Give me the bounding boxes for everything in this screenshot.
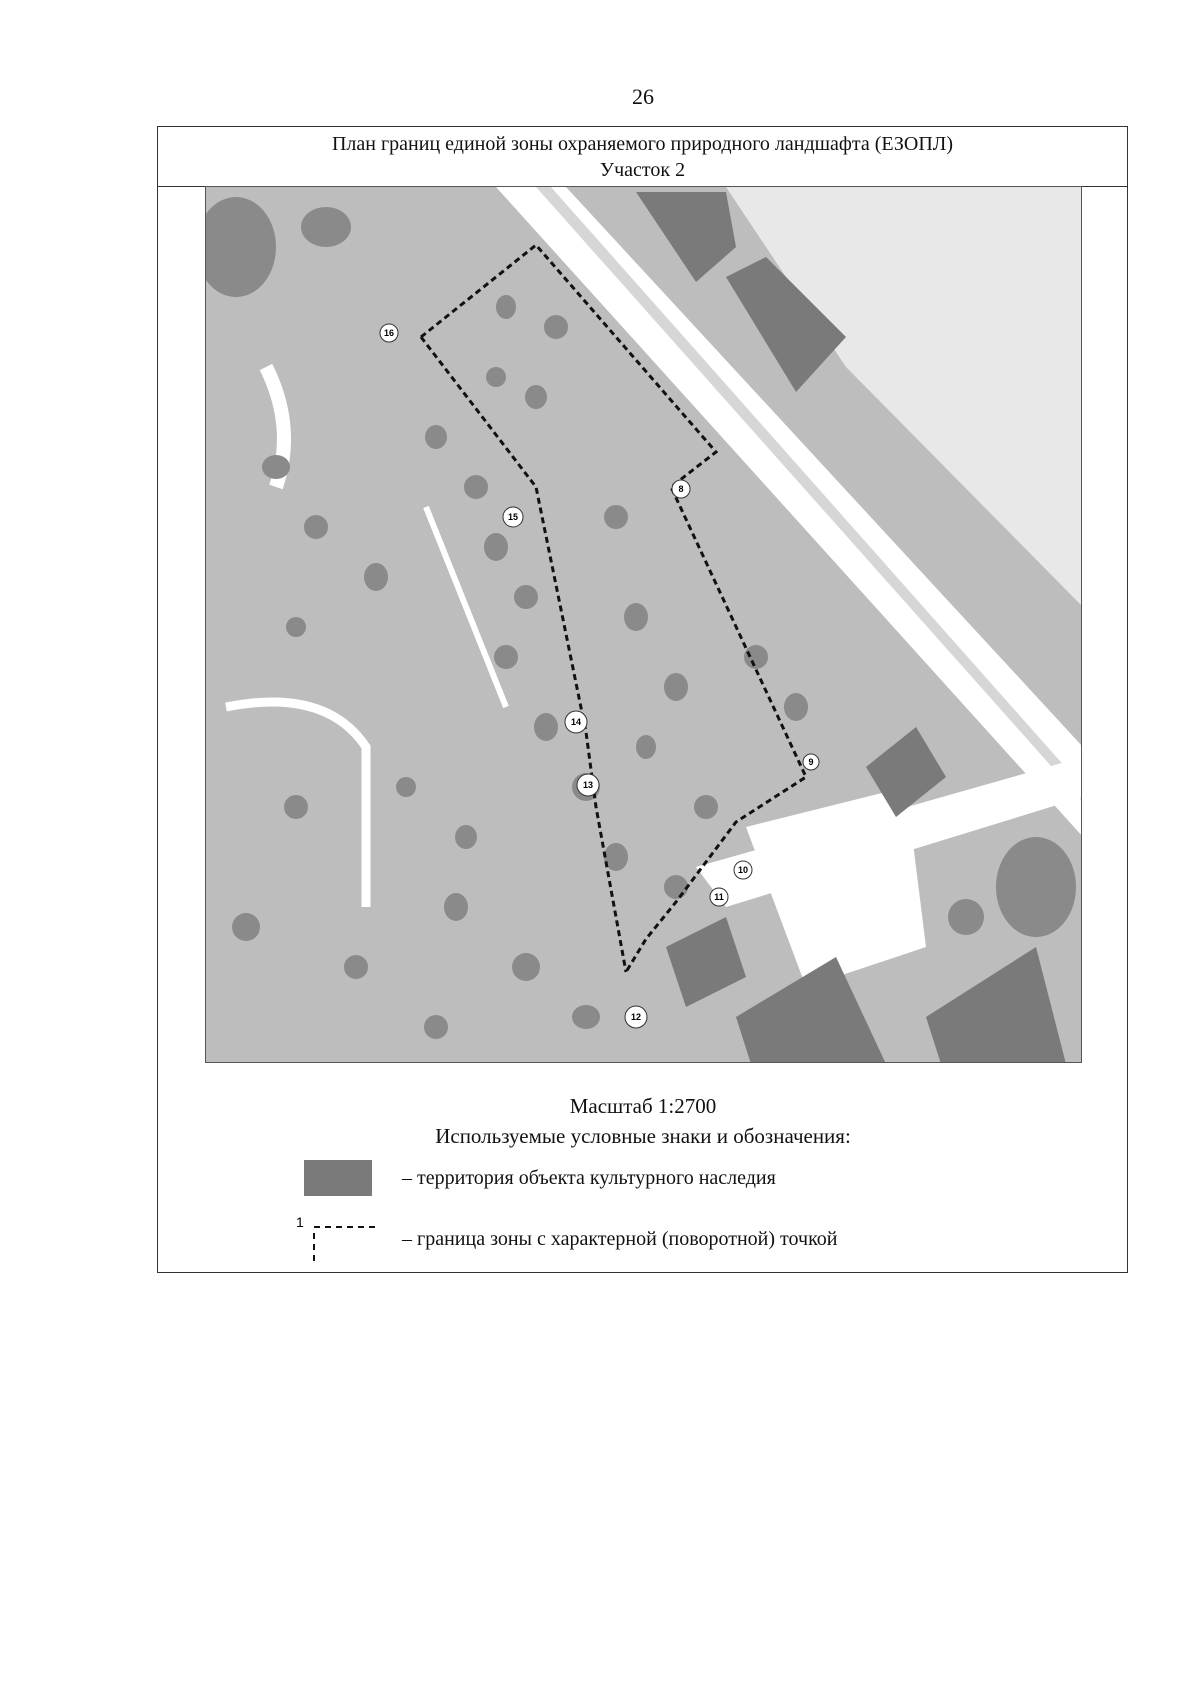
boundary-point-13	[577, 774, 599, 796]
legend-heritage-swatch	[304, 1160, 372, 1196]
legend-boundary-symbol	[292, 1213, 382, 1263]
legend-boundary-text: – граница зоны с характерной (поворотной) точкой	[402, 1228, 838, 1250]
legend-boundary-point-label: 1	[296, 1214, 304, 1230]
point-label-10: 10	[737, 865, 749, 875]
map-title	[158, 127, 1127, 187]
boundary-point-11	[710, 888, 728, 906]
map-scale: Масштаб 1:2700	[569, 1094, 717, 1118]
map-image	[205, 186, 1082, 1063]
boundary-point-16	[380, 324, 398, 342]
map-title-line1: План границ единой зоны охраняемого природного ландшафта (ЕЗОПЛ)	[331, 133, 954, 155]
point-label-12: 12	[630, 1012, 642, 1022]
point-label-14: 14	[570, 717, 582, 727]
boundary-point-9	[803, 754, 819, 770]
map-svg	[206, 187, 1082, 1063]
point-label-16: 16	[383, 328, 395, 338]
point-label-11: 11	[714, 892, 724, 902]
boundary-point-15	[503, 507, 523, 527]
point-label-15: 15	[507, 512, 519, 522]
boundary-point-14	[565, 711, 587, 733]
page-number: 26	[632, 84, 654, 109]
boundary-point-12	[625, 1006, 647, 1028]
legend-heritage-text: – территория объекта культурного наследия	[402, 1167, 776, 1189]
point-label-8: 8	[678, 484, 684, 494]
point-label-13: 13	[582, 780, 594, 790]
boundary-point-8	[672, 480, 690, 498]
point-label-9: 9	[808, 757, 814, 767]
boundary-point-10	[734, 861, 752, 879]
legend-title: Используемые условные знаки и обозначения:	[435, 1124, 851, 1148]
map-title-line2: Участок 2	[599, 159, 686, 181]
